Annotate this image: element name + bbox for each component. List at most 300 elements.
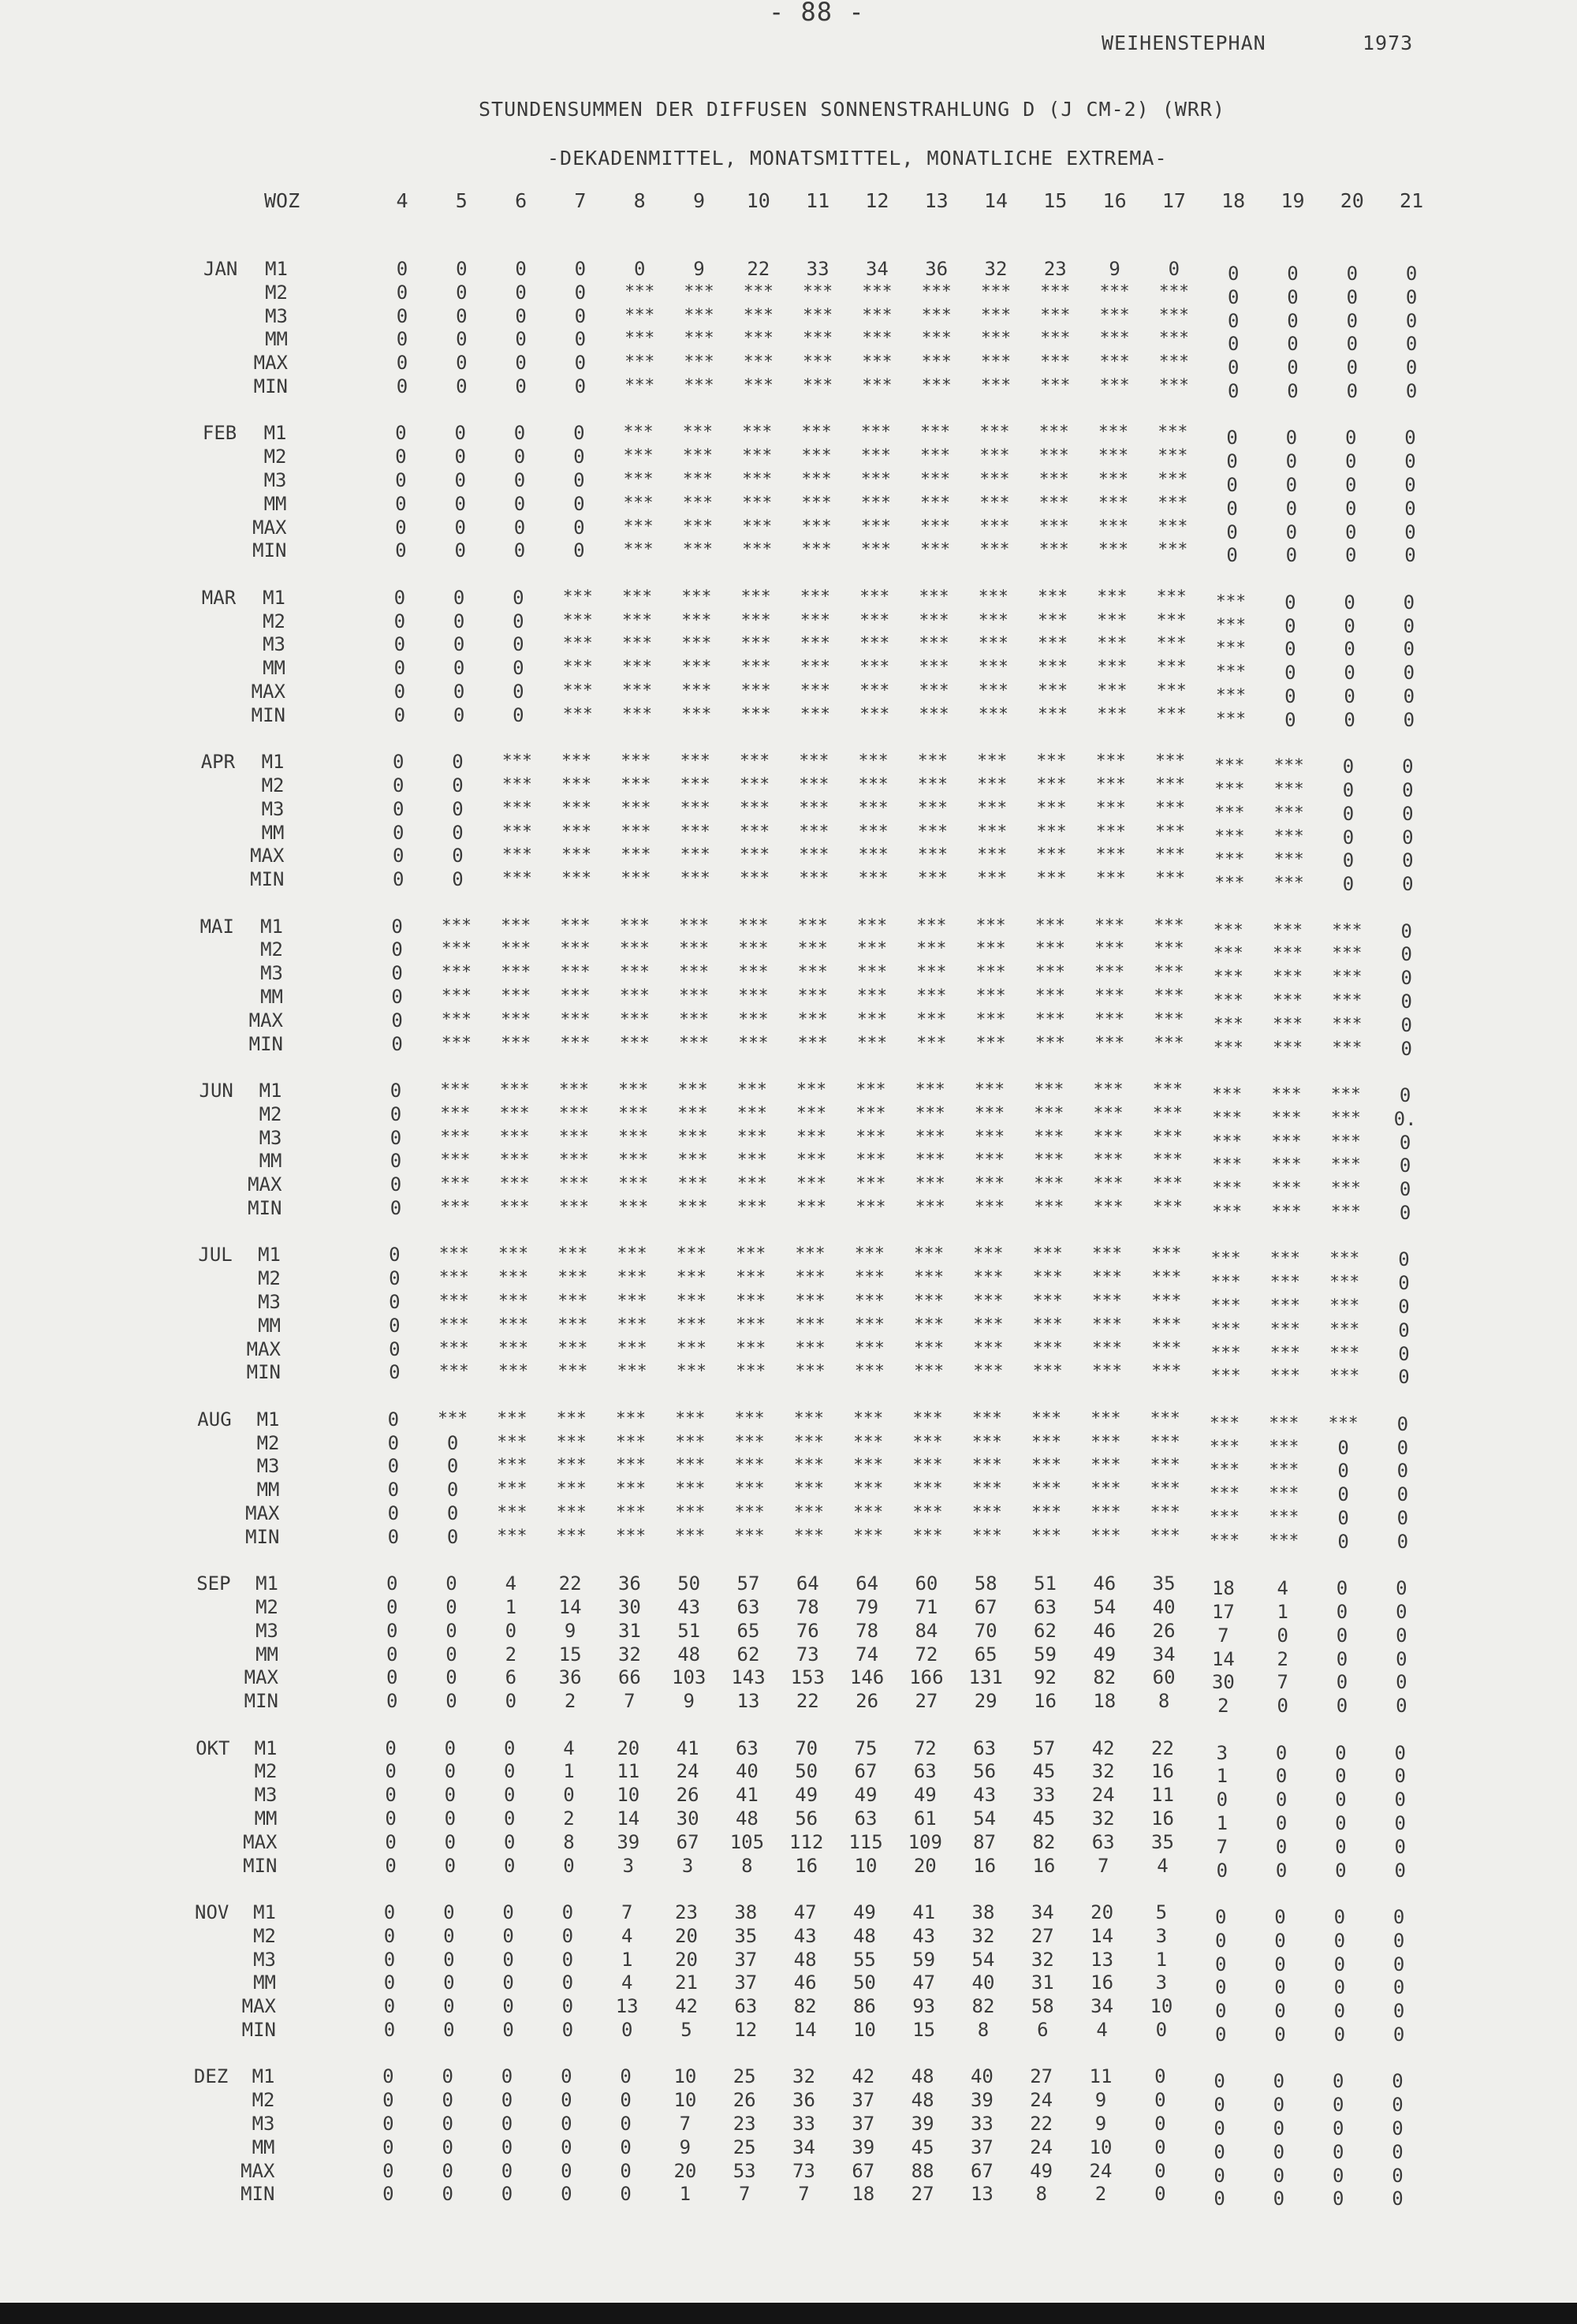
table-cell: 0 [513,586,524,609]
table-cell: *** [973,1361,1004,1381]
table-cell: *** [1212,1131,1243,1151]
table-cell: *** [797,962,828,982]
table-cell: 0 [501,2089,513,2112]
table-cell: *** [1210,1296,1241,1315]
table-cell: 0 [1214,2094,1225,2117]
table-cell: 0 [443,1901,455,1923]
table-cell: *** [622,610,652,629]
table-cell: *** [624,328,655,348]
hour-header: 14 [983,189,1008,212]
table-cell: 0 [1392,2000,1405,2023]
table-cell: 0 [1214,1976,1227,1999]
table-cell: *** [796,1126,827,1146]
table-cell: 3 [1216,1741,1228,1764]
table-cell: *** [977,751,1008,770]
table-cell: 16 [1090,1971,1114,1994]
table-cell: *** [920,492,951,512]
table-cell: 0 [503,1784,516,1807]
table-cell: *** [1032,1291,1063,1310]
table-cell: 22 [558,1572,582,1595]
table-cell: *** [441,962,472,982]
table-cell: *** [1269,1296,1300,1315]
table-cell: 0 [563,1854,575,1877]
table-cell: 0 [1336,1577,1348,1600]
table-cell: 82 [971,1995,995,2018]
table-cell: *** [1155,845,1186,864]
row-label: M2 [253,1924,276,1947]
table-cell: 0 [1285,520,1298,543]
table-cell: 14 [558,1596,582,1618]
table-cell: 0 [1332,2140,1344,2163]
table-cell: 8 [1035,2183,1047,2206]
table-cell: 45 [1032,1807,1056,1830]
table-cell: 39 [617,1830,640,1853]
table-cell: *** [856,1173,886,1193]
table-cell: 27 [915,1690,938,1713]
table-cell: 0 [1398,1342,1410,1365]
table-cell: *** [971,1431,1002,1451]
table-cell: *** [557,1244,588,1263]
table-cell: 47 [912,1971,936,1994]
table-cell: 0 [1154,2113,1166,2135]
table-cell: *** [854,1244,885,1263]
table-cell: *** [793,1408,824,1427]
row-label: M3 [254,1784,278,1807]
table-cell: *** [979,469,1010,488]
table-cell: 26 [1152,1619,1176,1642]
table-cell: 0 [620,2159,632,2182]
table-cell: 0 [454,422,466,445]
table-cell: *** [920,539,951,559]
table-cell: *** [498,1244,528,1263]
table-cell: 22 [1151,1736,1174,1759]
table-cell: 0 [561,1924,574,1947]
table-cell: 16 [1032,1854,1056,1877]
row-label: MM [261,821,285,844]
month-label: DEZ [193,2065,229,2088]
table-cell: 0 [502,1971,514,1994]
table-cell: 0 [1284,662,1296,685]
table-cell: *** [1158,281,1189,300]
table-cell: *** [862,304,893,324]
table-cell: 0 [456,304,468,327]
table-cell: 75 [854,1736,878,1759]
table-cell: 0 [1226,427,1238,450]
table-cell: 153 [790,1666,825,1689]
table-cell: *** [499,1080,530,1099]
table-cell: *** [1036,868,1067,888]
table-cell: *** [501,986,531,1005]
table-cell: *** [862,281,893,300]
table-cell: *** [616,1455,646,1475]
table-cell: 0 [453,633,465,656]
row-label: M3 [261,797,285,820]
table-cell: 24 [1091,1784,1115,1807]
table-cell: *** [680,774,710,793]
table-cell: *** [734,1502,765,1521]
table-cell: 62 [736,1643,760,1666]
table-cell: *** [1093,1126,1124,1146]
table-cell: 71 [915,1596,938,1618]
table-cell: 65 [974,1643,997,1666]
table-cell: 0 [444,1760,457,1783]
table-cell: *** [858,797,889,817]
table-cell: 1 [505,1596,517,1618]
table-cell: 0 [1344,662,1355,685]
table-cell: *** [740,774,770,793]
table-cell: *** [561,821,592,841]
table-cell: 3 [622,1854,635,1877]
table-cell: *** [1092,1244,1122,1263]
table-cell: *** [680,868,710,888]
table-cell: *** [919,657,949,677]
table-cell: 0 [513,492,526,515]
table-cell: 86 [852,1995,876,2018]
table-cell: 6 [505,1666,517,1689]
table-cell: *** [619,915,650,934]
hour-header: 8 [633,189,646,212]
table-cell: *** [912,1525,943,1545]
row-label: M2 [261,774,285,796]
table-cell: 34 [865,258,889,280]
table-cell: *** [1210,1530,1240,1550]
table-cell: *** [1150,1455,1180,1475]
table-cell: 0 [503,1807,516,1830]
table-cell: 40 [1152,1596,1176,1618]
table-cell: 34 [1031,1901,1054,1923]
table-cell: 58 [1031,1995,1054,2018]
table-cell: 20 [913,1854,937,1877]
row-label: MAX [246,1337,281,1360]
row-label: M2 [255,1596,278,1618]
table-cell: 76 [796,1619,819,1642]
table-cell: *** [1151,1314,1182,1334]
table-cell: 48 [852,1924,876,1947]
table-cell: *** [743,375,774,394]
table-cell: *** [1092,1337,1122,1357]
table-cell: *** [1095,845,1126,864]
table-cell: 0 [1336,1624,1348,1647]
table-cell: 7 [679,2113,692,2135]
table-cell: 0 [382,2065,394,2088]
table-cell: *** [736,1291,766,1310]
table-cell: 0 [574,258,587,280]
table-cell: *** [1216,708,1246,728]
table-cell: *** [560,1032,591,1052]
row-label: M2 [254,1760,278,1783]
table-cell: *** [921,328,952,348]
table-cell: 0 [621,2019,633,2041]
table-cell: *** [853,1455,884,1475]
table-cell: *** [797,986,828,1005]
table-cell: 4 [505,1572,517,1595]
table-cell: 1 [1155,1948,1168,1971]
table-cell: 0 [454,446,466,468]
table-cell: 25 [733,2065,756,2088]
table-cell: *** [914,1337,945,1357]
table-cell: 9 [1109,258,1120,280]
table-cell: 10 [1089,2136,1113,2158]
table-cell: 41 [912,1901,936,1923]
table-cell: *** [736,1173,767,1193]
table-cell: 0 [1226,450,1238,473]
table-cell: 27 [1030,2065,1053,2088]
table-cell: 0 [442,2136,453,2158]
table-cell: 0 [1335,1835,1347,1858]
hour-header: 7 [574,189,587,212]
table-cell: *** [1093,1102,1124,1122]
table-cell: *** [1155,821,1186,841]
table-cell: 41 [676,1736,699,1759]
table-cell: *** [919,681,949,699]
table-cell: 0 [1273,2140,1285,2163]
table-cell: *** [1330,1107,1361,1127]
row-label: MM [252,2136,275,2158]
table-cell: *** [977,821,1008,841]
table-cell: *** [858,821,889,841]
table-cell: 78 [856,1619,879,1642]
table-cell: *** [799,868,830,888]
table-cell: 0 [1399,1131,1411,1154]
table-cell: 0 [1285,544,1298,567]
table-cell: 0 [1154,2136,1166,2158]
table-cell: 42 [1091,1736,1115,1759]
table-cell: 0 [387,1502,400,1524]
table-cell: 0 [385,1760,397,1783]
table-cell: *** [1329,1296,1360,1315]
table-cell: 0 [395,539,407,562]
table-cell: 0 [1346,285,1359,308]
table-cell: *** [1038,469,1069,488]
table-cell: *** [616,1525,646,1545]
table-cell: 0 [1399,1084,1411,1106]
table-cell: *** [1036,821,1067,841]
table-cell: *** [438,1244,469,1263]
table-cell: *** [736,1197,767,1216]
table-cell: 0 [386,1619,398,1642]
table-cell: 0 [1277,1695,1288,1718]
table-cell: *** [736,1267,766,1287]
table-cell: 54 [973,1807,997,1830]
table-cell: *** [560,962,591,982]
table-cell: 18 [852,2183,875,2206]
table-cell: *** [1040,375,1071,394]
table-cell: 0 [503,1854,516,1877]
table-cell: 92 [1034,1666,1057,1689]
table-cell: *** [1035,962,1065,982]
table-cell: *** [1099,375,1130,394]
table-cell: 8 [977,2019,990,2041]
table-cell: *** [1158,446,1188,465]
row-label: M3 [259,1126,282,1149]
table-cell: *** [498,1337,528,1357]
hour-header: 12 [865,189,889,212]
table-cell: 0 [393,657,406,680]
table-cell: *** [975,938,1006,958]
table-cell: 0 [1227,285,1240,308]
table-cell: *** [743,352,774,371]
table-cell: 65 [736,1619,760,1642]
table-cell: *** [1031,1525,1062,1545]
table-cell: *** [738,915,769,934]
table-cell: 0 [442,2065,453,2088]
table-cell: *** [1098,422,1128,442]
row-label: MAX [253,352,288,375]
table-cell: *** [1031,1455,1062,1475]
table-cell: 0 [392,751,405,774]
table-cell: 0 [386,1643,398,1666]
table-cell: 32 [1091,1760,1115,1783]
table-cell: *** [801,516,832,535]
table-cell: *** [562,703,593,723]
table-cell: 0 [1405,309,1418,332]
table-cell: *** [1269,1483,1299,1503]
table-cell: *** [914,1291,945,1310]
table-cell: *** [624,352,655,371]
table-cell: *** [1332,990,1363,1009]
table-cell: 0 [1396,1412,1409,1435]
table-cell: 0 [573,446,585,468]
table-cell: 0 [1403,614,1415,637]
table-cell: 0 [1344,427,1357,450]
table-cell: *** [1034,1150,1064,1169]
table-cell: *** [1095,868,1126,888]
table-cell: 0 [442,2183,453,2206]
table-cell: *** [979,422,1010,442]
table-cell: *** [499,1173,530,1193]
table-cell: *** [973,1337,1004,1357]
row-label: M2 [263,446,287,468]
table-cell: 0 [1335,1741,1347,1764]
table-cell: *** [1035,938,1065,958]
table-cell: *** [856,1126,886,1146]
table-cell: *** [681,586,712,606]
table-cell: 0 [456,328,468,351]
table-cell: 103 [672,1666,706,1689]
table-cell: *** [914,1267,945,1287]
row-label: M3 [253,1948,276,1971]
hour-header: 5 [455,189,468,212]
table-cell: *** [978,681,1008,699]
table-cell: 56 [973,1760,997,1783]
table-cell: 7 [1277,1671,1288,1694]
table-cell: 0 [383,1948,396,1971]
month-label: OKT [196,1736,230,1759]
table-cell: *** [619,986,650,1005]
table-cell: *** [1271,1155,1302,1174]
table-cell: 37 [852,2113,875,2135]
month-label: MAI [199,915,234,938]
table-cell: 0 [1403,662,1415,685]
table-cell: 0 [453,681,465,703]
table-cell: *** [675,1502,706,1521]
table-cell: *** [1213,1037,1243,1057]
table-cell: 67 [852,2159,875,2182]
table-cell: *** [734,1455,765,1475]
table-cell: *** [803,304,833,324]
table-cell: *** [440,1197,471,1216]
table-cell: 48 [911,2065,934,2088]
row-label: M1 [254,1736,278,1759]
table-cell: 31 [1031,1971,1054,1994]
table-cell: 0 [1344,614,1355,637]
table-cell: 0 [1168,258,1180,280]
table-cell: 0 [1214,2070,1225,2093]
row-label: MM [263,492,287,515]
table-cell: 0 [503,1830,516,1853]
table-cell: *** [1332,967,1363,987]
table-cell: *** [677,1080,708,1099]
table-cell: 42 [852,2065,875,2088]
table-cell: 0 [561,1995,574,2018]
table-cell: 0 [1274,1953,1286,1975]
table-cell: 59 [912,1948,936,1971]
table-cell: 0 [1396,1436,1409,1459]
row-label: M2 [260,938,283,961]
table-cell: 1 [621,1948,633,1971]
table-cell: 166 [909,1666,944,1689]
table-cell: 32 [792,2065,815,2088]
table-cell: 0 [1216,1859,1228,1882]
table-cell: 14 [793,2019,817,2041]
table-cell: *** [981,304,1011,324]
table-cell: 62 [1034,1619,1057,1642]
table-cell: 0 [1227,309,1240,332]
table-cell: 0 [1335,1765,1347,1788]
table-cell: 0 [561,2113,572,2135]
table-cell: 51 [677,1619,701,1642]
table-cell: *** [498,1314,528,1334]
table-cell: *** [619,1009,650,1028]
table-cell: 0 [1346,263,1359,285]
table-cell: 0 [1227,380,1240,402]
table-cell: *** [736,1244,766,1263]
table-cell: 0 [1392,2188,1404,2210]
table-cell: 0 [1346,309,1359,332]
table-cell: 0 [1346,356,1359,379]
table-cell: *** [617,1314,647,1334]
table-cell: *** [1154,1009,1184,1028]
table-cell: *** [921,281,952,300]
row-label: M1 [260,915,283,938]
table-cell: 50 [795,1760,818,1783]
table-cell: *** [497,1408,528,1427]
table-cell: 0 [1333,1929,1346,1952]
table-cell: 0 [574,375,587,397]
table-cell: 11 [617,1760,640,1783]
table-cell: *** [973,1267,1004,1287]
table-cell: *** [560,915,591,934]
table-cell: *** [920,446,951,465]
table-cell: *** [796,1080,827,1099]
table-cell: 0 [395,469,407,491]
table-cell: 49 [852,1901,876,1923]
table-cell: *** [558,1126,589,1146]
table-cell: *** [1210,1366,1241,1386]
row-label: M2 [265,281,288,304]
table-cell: 0 [1396,1695,1407,1718]
table-cell: *** [1213,943,1243,963]
table-cell: *** [1212,1202,1243,1221]
table-cell: *** [860,492,891,512]
table-cell: 0 [1402,826,1414,849]
table-cell: *** [1156,586,1187,606]
table-cell: 0 [390,1173,402,1196]
table-cell: 67 [676,1830,699,1853]
table-cell: *** [859,703,890,723]
table-cell: 0 [387,1525,400,1548]
table-cell: *** [978,657,1008,677]
